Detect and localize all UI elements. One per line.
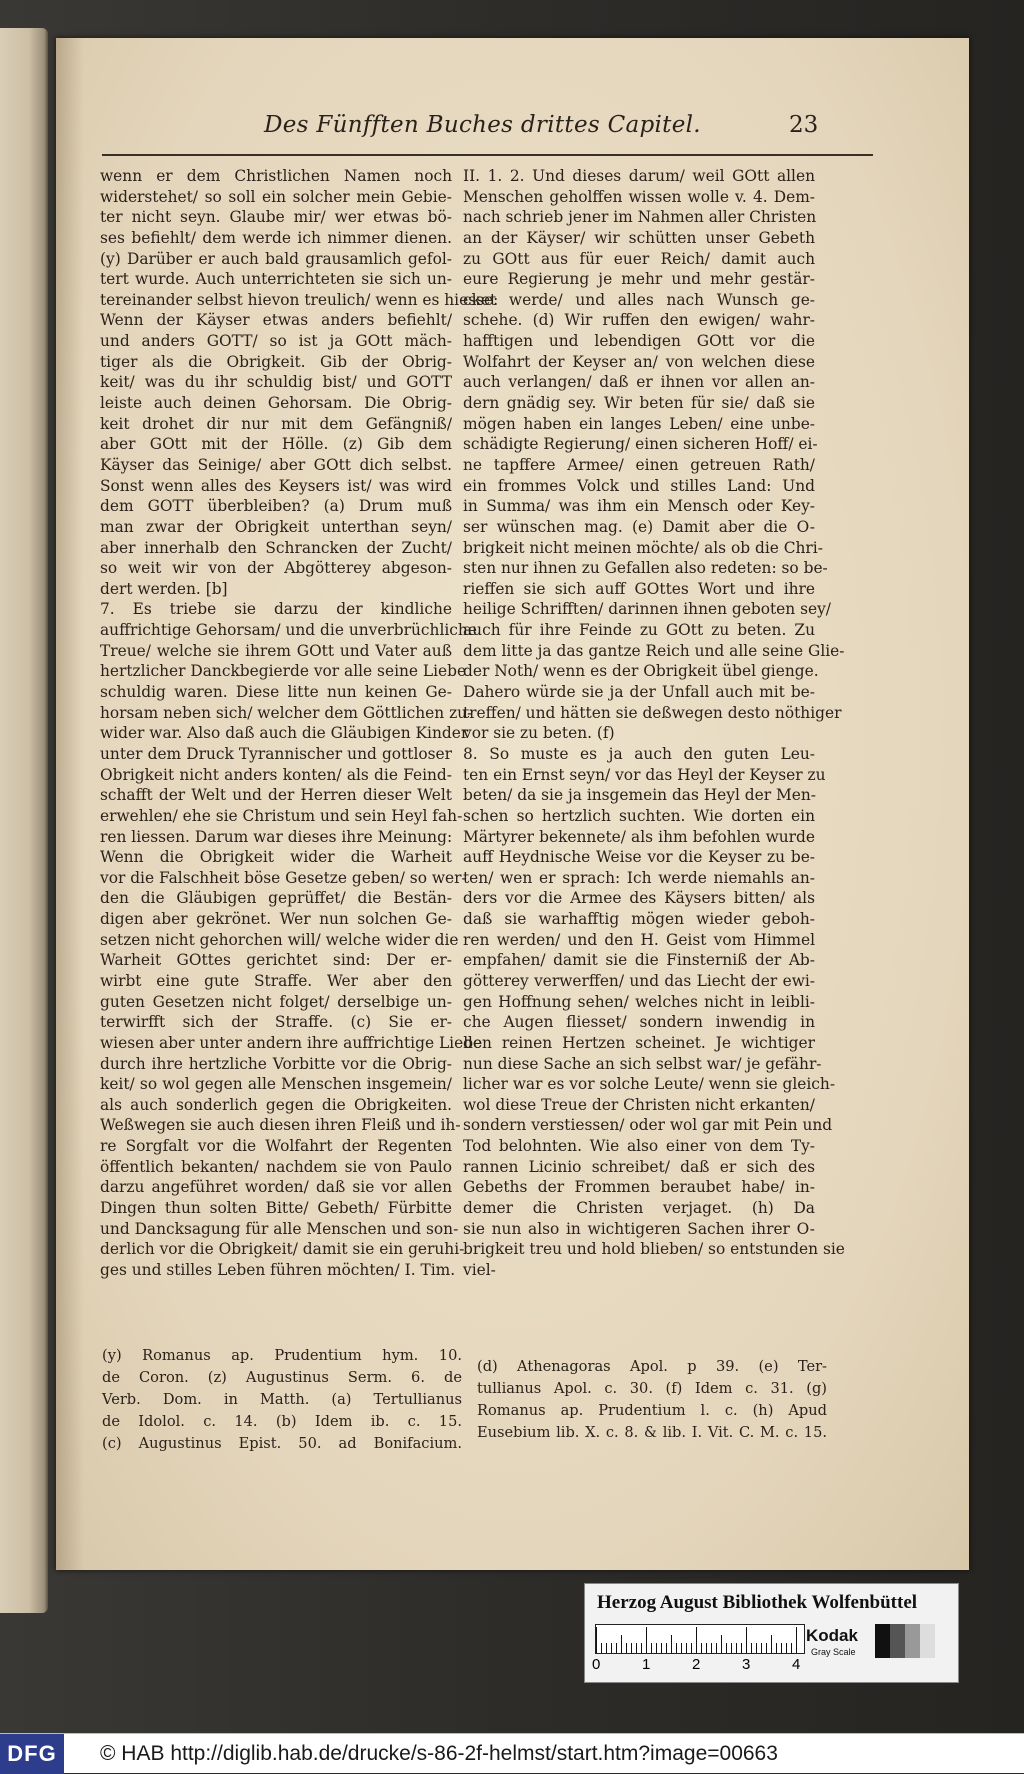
- left-column-line: re Sorgfalt vor die Wolfahrt der Regenten: [100, 1137, 452, 1156]
- left-footnote-line: (y) Romanus ap. Prudentium hym. 10.: [102, 1347, 462, 1364]
- ruler-tick: [691, 1643, 692, 1653]
- left-column-line: wiesen aber unter andern ihre auffrichtige Liebe: [100, 1033, 483, 1052]
- left-column-line: wider war. Also daß auch die Gläubigen Kinder: [100, 724, 469, 743]
- ruler-tick: [781, 1643, 782, 1653]
- right-column-line: schehe. (d) Wir ruffen den ewigen/ wahr-: [463, 311, 815, 330]
- left-column-line: keit drohet dir nur mit dem Gefängniß/: [100, 414, 452, 433]
- right-footnote-line: Eusebium lib. X. c. 8. & lib. I. Vit. C. M. c. 15.: [477, 1424, 827, 1441]
- ruler-tick: [731, 1643, 732, 1653]
- ruler-tick: [641, 1643, 642, 1653]
- ruler-tick: [756, 1643, 757, 1653]
- ruler-tick: [706, 1643, 707, 1653]
- right-footnotes: [477, 1356, 827, 1444]
- right-column-line: eure Regierung je mehr und mehr gestär-: [463, 270, 815, 289]
- right-column-line: II. 1. 2. Und dieses darum/ weil GOtt allen: [463, 167, 815, 185]
- left-column-line: erwehlen/ ehe sie Christum und sein Heyl fah-: [100, 806, 463, 825]
- right-column-line: sie nun also in wichtigeren Sachen ihrer O-: [463, 1219, 815, 1238]
- right-footnote-line: Romanus ap. Prudentium l. c. (h) Apud: [477, 1402, 827, 1419]
- left-column-line: keit/ so wol gegen alle Menschen insgemein/: [100, 1075, 452, 1094]
- ruler-tick: [616, 1643, 617, 1653]
- left-column-line: so weit wir von der Abgötterey abgeson-: [100, 559, 452, 578]
- ruler-tick: [776, 1643, 777, 1653]
- right-column-line: Wolfahrt der Keyser an/ von welchen diese: [463, 352, 815, 371]
- ruler-tick: [626, 1643, 627, 1653]
- left-column-line: vor die Falschheit böse Gesetze geben/ so wer-: [100, 868, 467, 887]
- kodak-logo: Kodak: [806, 1626, 858, 1645]
- right-column-line: rieffen sie sich auff GOttes Wort und ihre: [463, 579, 815, 598]
- ruler-tick: [601, 1643, 602, 1653]
- left-column-line: derlich vor die Obrigkeit/ damit sie ein geruhi-: [100, 1240, 465, 1259]
- ruler-tick: [726, 1643, 727, 1653]
- right-column-line: ten/ wen er sprach: Ich werde niemahls an-: [463, 868, 815, 887]
- left-column-line: horsam neben sich/ welcher dem Göttlichen zu-: [100, 703, 473, 722]
- ruler-tick: [646, 1627, 647, 1653]
- ruler-tick: [786, 1643, 787, 1653]
- ruler-tick: [666, 1643, 667, 1653]
- right-column-line: ser wünschen mag. (e) Damit aber die O-: [463, 517, 815, 536]
- right-column-line: ein frommes Volck und stilles Land: Und: [463, 476, 815, 495]
- right-column-line: treffen/ und hätten sie deßwegen desto nöthiger: [463, 703, 842, 722]
- left-column-line: Wenn die Obrigkeit wider die Warheit: [100, 848, 452, 867]
- ruler-tick: [651, 1643, 652, 1653]
- left-column-line: dert werden. [b]: [100, 579, 228, 598]
- left-footnote-line: de Idolol. c. 14. (b) Idem ib. c. 15.: [102, 1413, 462, 1430]
- left-column-line: tert wurde. Auch unterrichteten sie sich un-: [100, 270, 452, 289]
- right-column-line: gen Hoffnung sehen/ welches nicht in leibli-: [463, 992, 815, 1011]
- right-column-line: schädigte Regierung/ einen sicheren Hoff/ ei-: [463, 435, 818, 454]
- left-column-line: den die Gläubigen geprüffet/ die Bestän-: [100, 889, 452, 908]
- right-column-line: daß sie warhafftig mögen wieder geboh-: [463, 910, 815, 929]
- right-column-line: demer die Christen verjaget. (h) Da: [463, 1199, 815, 1218]
- ruler-tick: [656, 1643, 657, 1653]
- right-column-line: den reinen Hertzen scheinet. Je wichtiger: [463, 1033, 815, 1052]
- right-column-line: der Noth/ wenn es der Obrigkeit übel gienge.: [463, 662, 819, 681]
- left-footnote-line: (c) Augustinus Epist. 50. ad Bonifacium.: [102, 1435, 462, 1452]
- right-column-line: cket werde/ und alles nach Wunsch ge-: [463, 290, 815, 309]
- left-column-line: Obrigkeit nicht anders konten/ als die Feind-: [100, 765, 452, 784]
- left-column-line: darzu angeführet worden/ daß sie vor allen: [100, 1178, 452, 1197]
- left-column-line: setzen nicht gehorchen will/ welche wider die: [100, 930, 459, 949]
- left-column-line: guten Gesetzen nicht folget/ derselbige un-: [100, 992, 452, 1011]
- ruler-number: 4: [792, 1656, 801, 1673]
- left-column-line: und Dancksagung für alle Menschen und son-: [100, 1219, 459, 1238]
- right-column-line: Menschen geholffen wissen wolle v. 4. Dem-: [463, 187, 815, 206]
- right-column-line: nun diese Sache an sich selbst war/ je gefähr-: [463, 1054, 822, 1073]
- ruler-tick: [661, 1643, 662, 1653]
- right-column-line: Gebeths der Frommen beraubet habe/ in-: [463, 1178, 815, 1197]
- left-column-line: keit/ was du ihr schuldig bist/ und GOTT: [100, 373, 452, 392]
- right-column-line: 8. So muste es ja auch den guten Leu-: [463, 744, 815, 763]
- right-text-column: [463, 166, 845, 1281]
- ruler-tick: [611, 1643, 612, 1653]
- ruler-number: 2: [692, 1656, 701, 1673]
- right-column-line: schen so hertzlich suchten. Wie dorten ein: [463, 806, 815, 825]
- right-column-line: an der Käyser/ wir schütten unser Gebeth: [463, 228, 815, 247]
- ruler-tick: [751, 1643, 752, 1653]
- left-column-line: durch ihre hertzliche Vorbitte vor die Obrig-: [100, 1054, 452, 1073]
- left-column-line: öffentlich bekanten/ nachdem sie von Paulo: [100, 1157, 452, 1176]
- running-head: Des Fünfften Buches drittes Capitel.: [264, 112, 701, 138]
- left-column-line: und anders GOTT/ so ist ja GOtt mäch-: [100, 332, 452, 351]
- ruler-tick: [686, 1643, 687, 1653]
- left-column-line: wenn er dem Christlichen Namen noch: [100, 167, 452, 185]
- right-column-line: sten nur ihnen zu Gefallen also redeten: so be-: [463, 559, 828, 578]
- left-column-line: Weßwegen sie auch diesen ihren Fleiß und ih-: [100, 1116, 461, 1135]
- gray-scale-label: Gray Scale: [811, 1647, 856, 1657]
- left-column-line: terwirfft sich der Straffe. (c) Sie er-: [100, 1013, 452, 1032]
- left-column-line: aber innerhalb den Schrancken der Zucht/: [100, 538, 452, 557]
- left-column-line: tereinander selbst hievon treulich/ wenn es hiesse:: [100, 290, 499, 309]
- right-column-line: rannen Licinio schreibet/ daß er sich des: [463, 1157, 815, 1176]
- left-column-line: wirbt eine gute Straffe. Wer aber den: [100, 971, 452, 990]
- right-column-line: sondern verstiessen/ oder wol gar mit Pein und: [463, 1116, 833, 1135]
- ruler-tick: [621, 1635, 622, 1653]
- left-footnote-line: de Coron. (z) Augustinus Serm. 6. de: [102, 1369, 462, 1386]
- left-column-line: Dingen thun solten Bitte/ Gebeth/ Fürbitte: [100, 1199, 452, 1218]
- ruler-tick: [791, 1643, 792, 1653]
- ruler-tick: [736, 1643, 737, 1653]
- left-column-line: ses befiehlt/ dem werde ich nimmer dienen.: [100, 228, 452, 247]
- right-column-line: hafftigen und lebendigen GOtt vor die: [463, 332, 815, 351]
- right-column-line: licher war es vor solche Leute/ wenn sie gleich-: [463, 1075, 836, 1094]
- ruler-tick: [696, 1627, 697, 1653]
- left-column-line: ren liessen. Darum war dieses ihre Meinung:: [100, 827, 453, 846]
- right-footnote-line: tullianus Apol. c. 30. (f) Idem c. 31. (g): [477, 1380, 827, 1397]
- right-column-line: ten ein Ernst seyn/ vor das Heyl der Keyser zu: [463, 765, 826, 784]
- ruler-tick: [671, 1635, 672, 1653]
- right-column-line: nach schrieb jener im Nahmen aller Christen: [463, 208, 817, 227]
- ruler-tick: [606, 1643, 607, 1653]
- left-column-line: digen aber gekrönet. Wer nun solchen Ge-: [100, 910, 452, 929]
- right-column-line: auch verlangen/ daß er ihnen vor allen an-: [463, 373, 815, 392]
- ruler-tick: [766, 1643, 767, 1653]
- left-column-line: Käyser das Seinige/ aber GOtt dich selbst.: [100, 455, 452, 474]
- left-column-line: widerstehet/ so soll ein solcher mein Gebie-: [100, 187, 452, 206]
- right-column-line: vor sie zu beten. (f): [463, 724, 615, 743]
- ruler-tick: [716, 1643, 717, 1653]
- right-column-line: dem litte ja das gantze Reich und alle seine Glie-: [463, 641, 845, 660]
- ruler-tick: [596, 1627, 597, 1653]
- color-calibration-card: [584, 1583, 959, 1683]
- left-column-line: schuldig waren. Diese litte nun keinen Ge-: [100, 683, 452, 702]
- ruler-tick: [701, 1643, 702, 1653]
- left-column-line: Treue/ welche sie ihrem GOtt und Vater auß: [100, 641, 452, 660]
- left-column-line: auffrichtige Gehorsam/ und die unverbrüchliche: [100, 621, 477, 640]
- right-column-line: viel-: [463, 1260, 496, 1279]
- left-column-line: Warheit GOttes gerichtet sind: Der er-: [100, 951, 452, 970]
- dfg-logo: DFG: [0, 1734, 64, 1774]
- left-column-line: Sonst wenn alles des Keysers ist/ was wird: [100, 476, 452, 495]
- left-column-line: (y) Darüber er auch bald grausamlich gefol-: [100, 249, 452, 268]
- left-column-line: aber GOtt mit der Hölle. (z) Gib dem: [100, 435, 452, 454]
- ruler-tick: [711, 1643, 712, 1653]
- right-column-line: auff Heydnische Weise vor die Keyser zu be-: [463, 848, 815, 867]
- right-column-line: heilige Schrifften/ darinnen ihnen geboten sey/: [463, 600, 831, 619]
- ruler-tick: [761, 1643, 762, 1653]
- ruler-numbers: [592, 1656, 815, 1676]
- right-column-line: Tod belohnten. Wie also einer von dem Ty-: [463, 1137, 815, 1156]
- ruler-tick: [721, 1635, 722, 1653]
- right-footnote-line: (d) Athenagoras Apol. p 39. (e) Ter-: [477, 1358, 827, 1375]
- copyright-link[interactable]: © HAB http://diglib.hab.de/drucke/s-86-2f-helmst/start.htm?image=00663: [100, 1742, 778, 1765]
- right-column-line: götterey verwerffen/ und das Liecht der ewi-: [463, 971, 815, 990]
- ruler-tick: [676, 1643, 677, 1653]
- right-column-line: auch für ihre Feinde zu GOtt zu beten. Zu: [463, 621, 815, 640]
- left-column-line: man zwar der Obrigkeit unterthan seyn/: [100, 517, 452, 536]
- library-name: Herzog August Bibliothek Wolfenbüttel: [597, 1592, 918, 1613]
- right-column-line: beten/ da sie ja insgemein das Heyl der Men-: [463, 786, 816, 805]
- left-column-line: Wenn der Käyser etwas anders befiehlt/: [100, 311, 452, 330]
- ruler-tick: [636, 1643, 637, 1653]
- left-column-line: dem GOTT überbleiben? (a) Drum muß: [100, 497, 452, 516]
- right-column-line: zu GOtt aus für euer Reich/ damit auch: [463, 249, 815, 268]
- left-column-line: hertzlicher Danckbegierde vor alle seine Liebe: [100, 662, 467, 681]
- left-column-line: unter dem Druck Tyrannischer und gottloser: [100, 744, 452, 763]
- right-column-line: dern gnädig sey. Wir beten für sie/ daß sie: [463, 394, 815, 413]
- right-column-line: brigkeit treu und hold blieben/ so entstunden sie: [463, 1240, 845, 1259]
- left-column-line: als auch sonderlich gegen die Obrigkeiten.: [100, 1095, 452, 1114]
- right-column-line: ne tapffere Armee/ einen getreuen Rath/: [463, 455, 815, 474]
- right-column-line: Märtyrer bekennete/ als ihm befohlen wurde: [463, 827, 815, 846]
- left-column-line: tiger als die Obrigkeit. Gib der Obrig-: [100, 352, 452, 371]
- page-number: 23: [789, 112, 819, 138]
- right-column-line: Dahero würde sie ja der Unfall auch mit be-: [463, 683, 815, 702]
- left-column-line: 7. Es triebe sie darzu der kindliche: [100, 600, 452, 619]
- right-column-line: ders vor die Armee des Käysers bitten/ als: [463, 889, 815, 908]
- left-column-line: ter nicht seyn. Glaube mir/ wer etwas bö-: [100, 208, 452, 227]
- ruler-tick: [796, 1627, 797, 1653]
- ruler-tick: [741, 1643, 742, 1653]
- left-column-line: leiste auch deinen Gehorsam. Die Obrig-: [100, 394, 452, 413]
- gray-patches: [875, 1624, 935, 1658]
- right-column-line: che Augen fliesset/ sondern inwendig in: [463, 1013, 815, 1032]
- right-column-line: empfahen/ damit sie die Finsterniß der Ab-: [463, 951, 815, 970]
- left-footnote-line: Verb. Dom. in Matth. (a) Tertullianus: [102, 1391, 462, 1408]
- right-column-line: ren werden/ und den H. Geist vom Himmel: [463, 930, 815, 949]
- left-column-line: schafft der Welt und der Herren dieser Welt: [100, 786, 452, 805]
- ruler-number: 1: [642, 1656, 651, 1673]
- footer-bar: [0, 1733, 1024, 1773]
- ruler-tick: [771, 1635, 772, 1653]
- book-page: [56, 38, 969, 1570]
- ruler-tick: [681, 1643, 682, 1653]
- right-column-line: wol diese Treue der Christen nicht erkanten/: [463, 1095, 815, 1114]
- right-column-line: brigkeit nicht meinen möchte/ als ob die Chri-: [463, 538, 823, 557]
- left-column-line: ges und stilles Leben führen möchten/ I. Tim.: [100, 1260, 456, 1279]
- previous-page-edge: [0, 28, 48, 1613]
- left-footnotes: [102, 1345, 462, 1455]
- right-column-line: in Summa/ was ihm ein Mensch oder Key-: [463, 497, 815, 516]
- right-column-line: mögen haben ein langes Leben/ eine unbe-: [463, 414, 815, 433]
- ruler-tick: [746, 1627, 747, 1653]
- ruler-number: 0: [592, 1656, 601, 1673]
- scale-ruler: [595, 1624, 805, 1654]
- header-rule: [102, 154, 873, 156]
- ruler-number: 3: [742, 1656, 751, 1673]
- ruler-tick: [631, 1643, 632, 1653]
